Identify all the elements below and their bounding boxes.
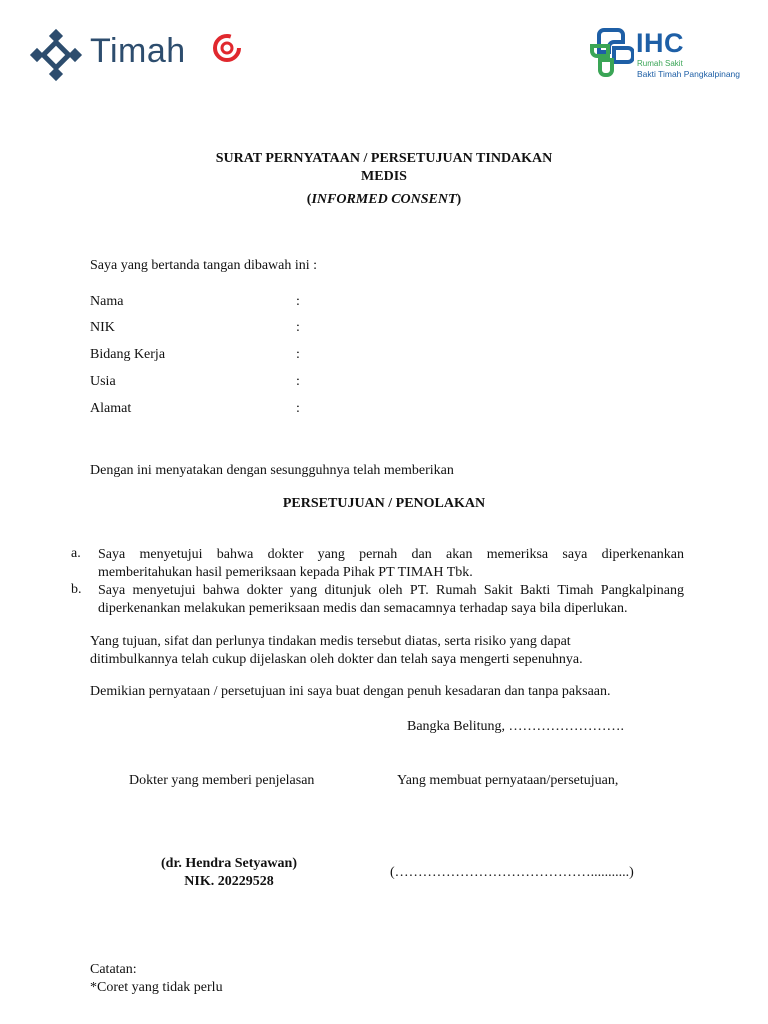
ihc-logo-text: IHC [636,28,684,58]
field-label-alamat: Alamat [90,401,132,416]
list-item-b-line2: diperkenankan melakukan pemeriksaan medis dan semacamnya terhadap saya bila diperlukan. [98,601,628,616]
list-item-a [98,546,684,582]
timah-emblem-icon [24,26,88,84]
field-colon-alamat: : [296,401,300,416]
ihc-logo [588,26,758,82]
subtitle-informed-consent: INFORMED CONSENT [311,192,457,207]
list-item-b [98,582,684,618]
field-label-nik: NIK [90,320,115,335]
doctor-caption: Dokter yang memberi penjelasan [129,773,315,788]
list-marker-b: b. [71,582,82,597]
place-date-line: Bangka Belitung, ……………………. [407,719,624,734]
list-marker-a: a. [71,546,81,561]
section-heading: PERSETUJUAN / PENOLAKAN [282,496,486,511]
document-subtitle [0,192,768,208]
declaration-text: Dengan ini menyatakan dengan sesungguhnya telah memberikan [90,463,454,478]
doctor-name: (dr. Hendra Setyawan) [161,856,297,871]
list-item-b-line1: Saya menyetujui bahwa dokter yang ditunjuk oleh PT. Rumah Sakit Bakti Timah Pangkalpinang [98,583,684,598]
timah-logo-text: Timah [90,32,186,70]
field-colon-nik: : [296,320,300,335]
intro-text: Saya yang bertanda tangan dibawah ini : [90,258,318,273]
declarant-signature-blank: (……………………………………...........) [390,865,634,880]
ihc-logo-hospital-name: Bakti Timah Pangkalpinang [637,69,741,79]
declarant-caption: Yang membuat pernyataan/persetujuan, [397,773,619,788]
field-colon-nama: : [296,294,300,309]
list-item-a-line1: Saya menyetujui bahwa dokter yang pernah dan akan memeriksa saya diperkenankan [98,547,684,562]
document-title-line2: MEDIS [361,169,407,184]
note-label: Catatan: [90,962,137,977]
explanation-line1: Yang tujuan, sifat dan perlunya tindakan medis tersebut diatas, serta risiko yang dapat [90,634,571,649]
field-label-usia: Usia [90,374,116,389]
ihc-cross-icon [588,26,634,78]
subtitle-open-paren: ( [306,192,312,207]
list-item-a-line2: memberitahukan hasil pemeriksaan kepada Pihak PT TIMAH Tbk. [98,565,473,580]
ihc-logo-subtitle: Rumah Sakit [637,59,683,68]
document-title-line1: SURAT PERNYATAAN / PERSETUJUAN TINDAKAN [215,151,553,166]
explanation-paragraph [90,633,684,669]
subtitle-close-paren: ) [456,192,462,207]
closing-statement: Demikian pernyataan / persetujuan ini saya buat dengan penuh kesadaran dan tanpa paksaan. [90,684,611,699]
note-text: *Coret yang tidak perlu [90,980,223,995]
field-colon-usia: : [296,374,300,389]
field-colon-bidang-kerja: : [296,347,300,362]
field-label-bidang-kerja: Bidang Kerja [90,347,166,362]
field-label-nama: Nama [90,294,124,309]
timah-logo [24,26,254,84]
doctor-nik: NIK. 20229528 [184,874,274,889]
explanation-line2: ditimbulkannya telah cukup dijelaskan oleh dokter dan telah saya mengerti sepenuhnya. [90,652,583,667]
timah-red-mark-icon [209,30,245,66]
